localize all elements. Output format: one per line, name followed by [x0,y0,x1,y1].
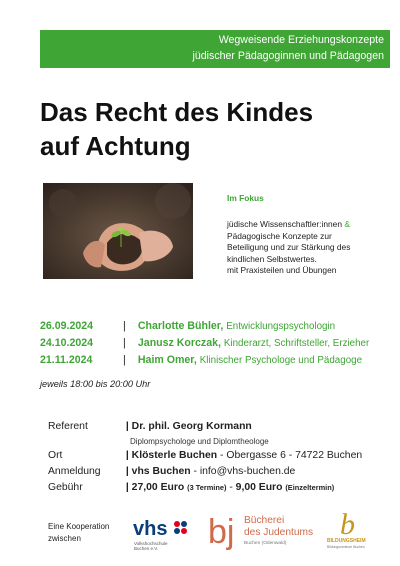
focus-line: kindlichen Selbstwertes. [227,253,317,264]
hands-seedling-photo [43,183,193,279]
buecherei-logo [208,511,242,553]
event-separator: | [122,337,126,349]
coop-line-1: Eine Kooperation [48,522,110,531]
buecherei-logo-mark [208,511,242,553]
event-date: 26.09.2024 [40,320,94,332]
vhs-logo-subtitle [134,541,168,551]
focus-line: mit Praxisteilen und Übungen [227,265,337,276]
event-speaker: Janusz Korczak, [137,337,221,349]
gebuehr-dash: - [226,482,236,493]
header-banner [40,30,390,68]
bild-line-1: BILDUNGSHEIM [327,538,366,544]
focus-line-intro [227,219,387,231]
buecherei-logo-text [244,515,313,546]
bild-line-2: Bildungszentrum Buchen [327,545,365,549]
info-row-anmeldung [48,464,393,480]
event-date: 24.10.2024 [40,337,94,349]
info-row-ort [48,448,393,464]
focus-description [227,219,387,277]
photo-illustration [43,183,193,279]
focus-section [227,193,387,277]
bildungsheim-logo-mark [328,508,372,538]
gebuehr-price-single: 9,00 Euro [235,482,283,493]
vhs-logo-word: vhs [133,518,168,540]
anmeldung-label: Anmeldung [48,466,101,477]
page-title [40,95,313,163]
event-row [40,352,395,369]
event-role: Entwicklungspsychologin [226,321,336,332]
gebuehr-label: Gebühr [48,482,83,493]
event-role: Klinischer Psychologe und Pädagoge [199,355,363,366]
bdj-logo-letters: bj [208,513,235,551]
anmeldung-org: | vhs Buchen [125,466,191,477]
event-separator: | [122,320,126,332]
event-role: Kinderarzt, Schriftsteller, Erzieher [223,338,370,349]
info-table [48,419,393,496]
focus-line: Pädagogische Konzepte zur [227,230,332,241]
event-speaker: Charlotte Bühler, [137,320,224,332]
vhs-logo-mark [133,516,193,542]
focus-ampersand: & [344,219,350,229]
event-list [40,318,395,369]
vhs-sub-line-2: Buchen e.V. [134,546,159,551]
bdj-line-1: Bücherei [244,515,285,526]
banner-line-2: jüdischer Pädagoginnen und Pädagogen [192,50,384,62]
title-line-1: Das Recht des Kindes [40,97,314,127]
ort-label: Ort [48,450,63,461]
info-row-gebuehr [48,480,393,496]
event-separator: | [122,354,126,366]
gebuehr-price-series: | 27,00 Euro [125,482,185,493]
gebuehr-note-single: (Einzeltermin) [285,483,335,492]
ort-address: - Obergasse 6 - 74722 Buchen [217,450,363,461]
event-row [40,335,395,352]
event-row [40,318,395,335]
gebuehr-note-series: (3 Termine) [187,483,227,492]
bild-logo-letter: b [340,508,355,538]
focus-heading: Im Fokus [227,193,264,203]
ort-venue: | Klösterle Buchen [125,450,218,461]
event-time: jeweils 18:00 bis 20:00 Uhr [40,379,151,389]
banner-line-1: Wegweisende Erziehungskonzepte [218,34,384,46]
coop-line-2: zwischen [48,534,81,543]
focus-line: Beteiligung und zur Stärkung des [227,242,351,253]
cooperation-label [48,521,109,545]
anmeldung-email[interactable]: - info@vhs-buchen.de [190,466,296,477]
vhs-sub-line-1: Volkshochschule [134,541,168,546]
event-speaker: Haim Omer, [137,354,197,366]
event-date: 21.11.2024 [40,354,93,366]
bdj-line-3: Buchen (Odenwald) [244,541,287,546]
referent-value: | Dr. phil. Georg Kormann [125,421,252,432]
focus-intro-text: jüdische Wissenschaftler:innen [227,219,342,229]
referent-subtitle: Diplompsychologe und Diplomtheologe [130,437,269,446]
title-line-2: auf Achtung [40,131,191,161]
referent-label: Referent [48,421,88,432]
bdj-line-2: des Judentums [244,527,314,538]
info-row-referent [48,419,393,435]
